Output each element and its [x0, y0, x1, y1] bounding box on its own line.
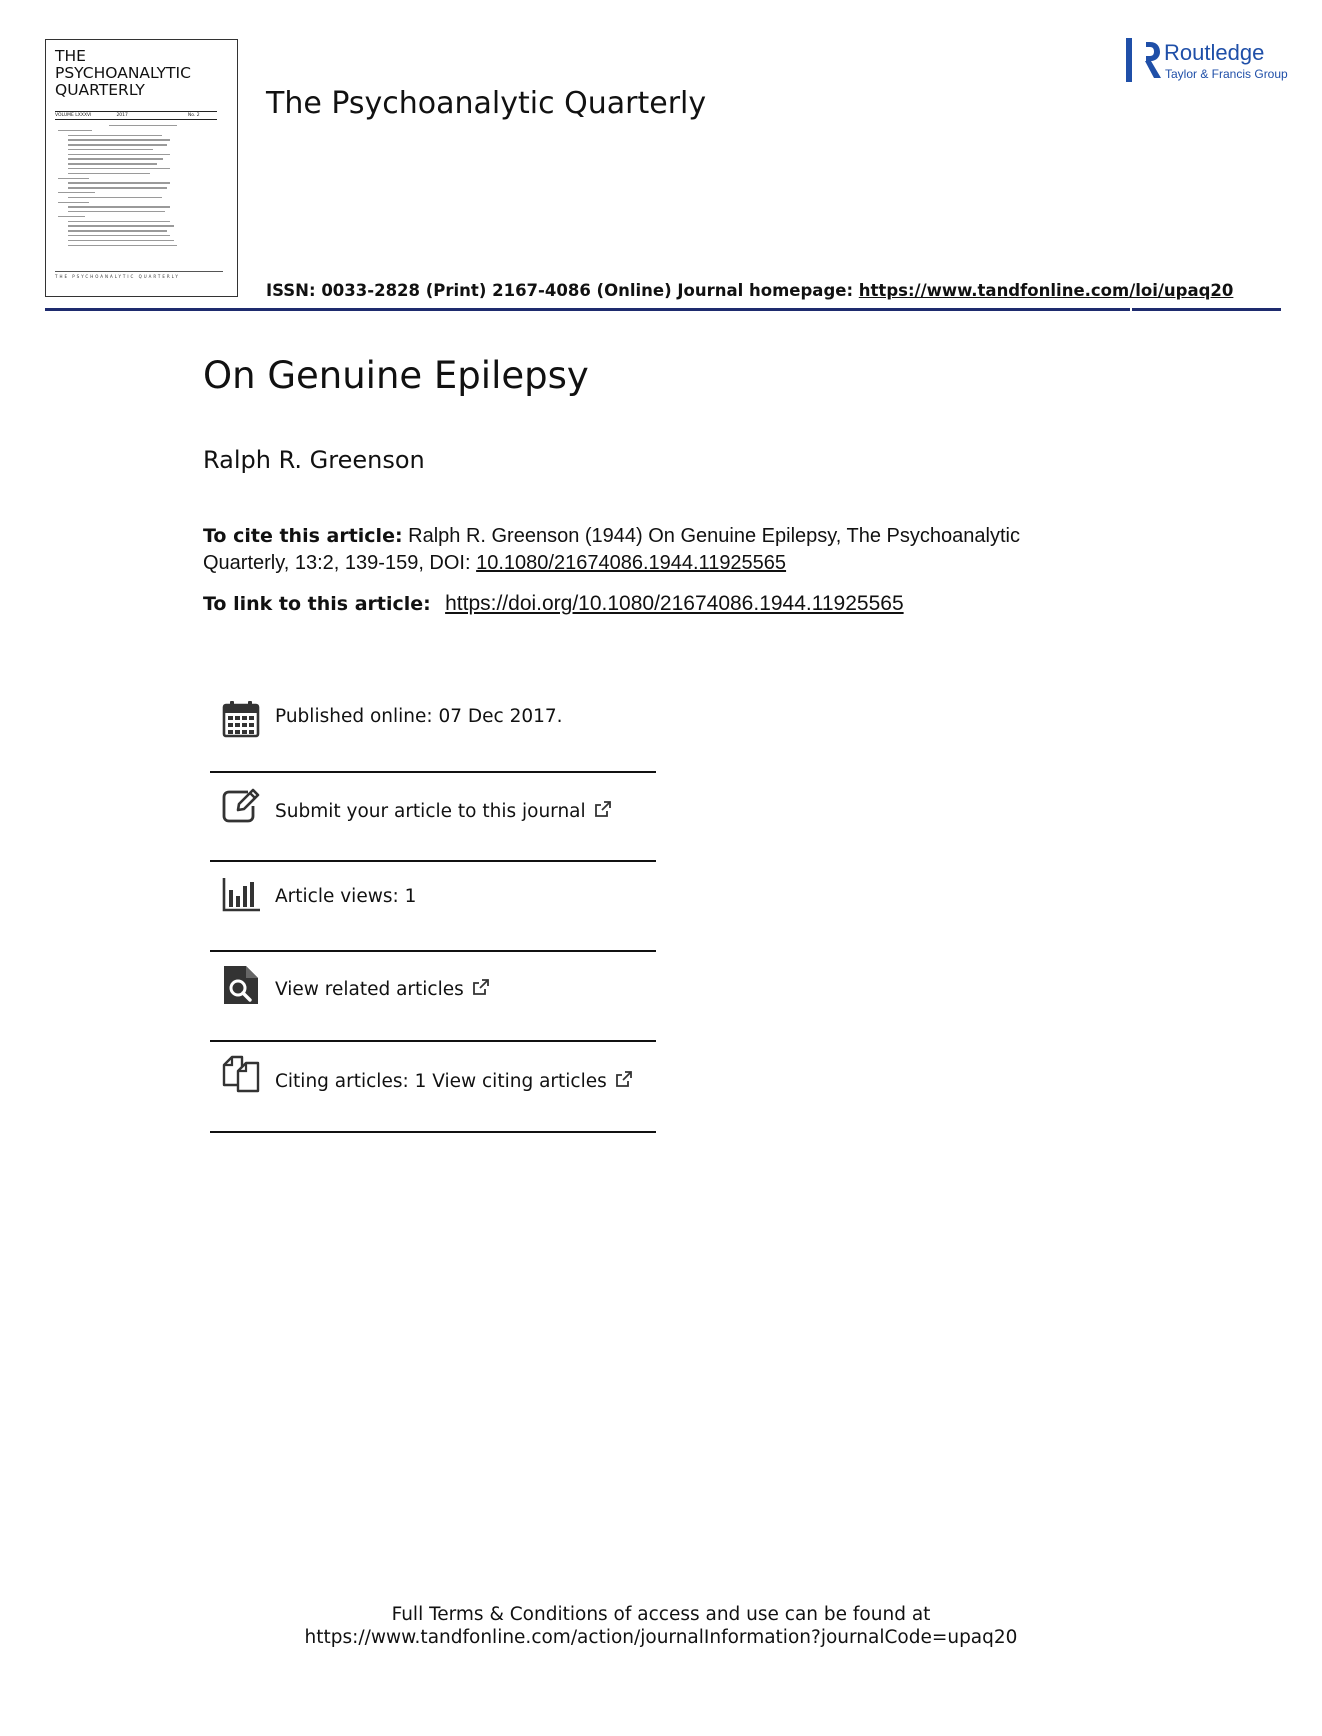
article-link-block	[203, 591, 904, 616]
article-views-text: Article views: 1	[275, 886, 417, 907]
citing-articles-row[interactable]	[210, 1055, 656, 1095]
issn-line	[266, 281, 1233, 300]
related-articles-link[interactable]	[275, 979, 489, 1000]
cover-title	[55, 48, 191, 99]
article-title: On Genuine Epilepsy	[203, 354, 589, 397]
search-document-icon	[222, 964, 260, 1006]
published-online-row	[210, 700, 656, 740]
citation-text-line2: Quarterly, 13:2, 139-159, DOI:	[203, 552, 471, 574]
published-online-text: Published online: 07 Dec 2017.	[275, 706, 563, 727]
related-articles-row[interactable]	[210, 964, 656, 1006]
header-rule	[45, 308, 243, 311]
citation-text-line1: Ralph R. Greenson (1944) On Genuine Epilepsy, The Psychoanalytic	[408, 525, 1020, 547]
cover-title-line: THE	[55, 47, 86, 65]
journal-cover-image	[45, 39, 238, 297]
issn-text: ISSN: 0033-2828 (Print) 2167-4086 (Online) Journal homepage:	[266, 281, 854, 300]
row-divider	[210, 860, 656, 862]
citation-label: To cite this article:	[203, 525, 403, 547]
header-rule	[1132, 308, 1281, 311]
external-link-icon	[472, 979, 489, 996]
cover-footer: THE PSYCHOANALYTIC QUARTERLY	[55, 271, 223, 279]
row-divider	[210, 1040, 656, 1042]
citing-articles-link[interactable]	[275, 1071, 632, 1092]
journal-title: The Psychoanalytic Quarterly	[266, 86, 707, 121]
edit-icon	[222, 786, 260, 824]
terms-footer-url[interactable]: https://www.tandfonline.com/action/journalInformation?journalCode=upaq20	[304, 1627, 1018, 1648]
terms-footer	[0, 1603, 1322, 1649]
terms-footer-line1: Full Terms & Conditions of access and use can be found at	[391, 1604, 931, 1625]
publisher-logo	[1124, 36, 1288, 86]
citation-doi-link[interactable]: 10.1080/21674086.1944.11925565	[476, 552, 787, 574]
cover-volume-bar	[55, 111, 217, 120]
submit-article-row[interactable]	[210, 786, 656, 826]
article-views-row	[210, 876, 656, 916]
copy-documents-icon	[222, 1055, 260, 1093]
logo-subtitle: Taylor & Francis Group	[1165, 67, 1288, 81]
article-author: Ralph R. Greenson	[203, 446, 425, 474]
journal-homepage-link[interactable]: https://www.tandfonline.com/loi/upaq20	[858, 281, 1234, 300]
link-label: To link to this article:	[203, 593, 431, 615]
row-divider	[210, 950, 656, 952]
row-divider	[210, 771, 656, 773]
cover-year: 2017	[116, 113, 128, 118]
submit-article-text: Submit your article to this journal	[275, 801, 586, 822]
header-rule	[243, 308, 1130, 311]
cover-title-line: PSYCHOANALYTIC	[55, 64, 191, 82]
citing-articles-text: Citing articles: 1 View citing articles	[275, 1071, 607, 1092]
bar-chart-icon	[222, 876, 260, 914]
related-articles-text: View related articles	[275, 979, 464, 1000]
citation-block	[203, 523, 1103, 577]
cover-number: No. 2	[187, 113, 200, 118]
cover-volume: VOLUME LXXXVI	[55, 113, 92, 118]
cover-title-line: QUARTERLY	[55, 81, 145, 99]
calendar-icon	[222, 700, 260, 738]
cover-contents-lines	[58, 125, 228, 249]
routledge-r-icon	[1126, 38, 1164, 82]
article-doi-link[interactable]: https://doi.org/10.1080/21674086.1944.11925565	[445, 592, 904, 615]
external-link-icon	[594, 801, 611, 818]
row-divider	[210, 1131, 656, 1133]
logo-name: Routledge	[1164, 40, 1265, 65]
external-link-icon	[615, 1071, 632, 1088]
submit-article-link[interactable]	[275, 801, 611, 822]
